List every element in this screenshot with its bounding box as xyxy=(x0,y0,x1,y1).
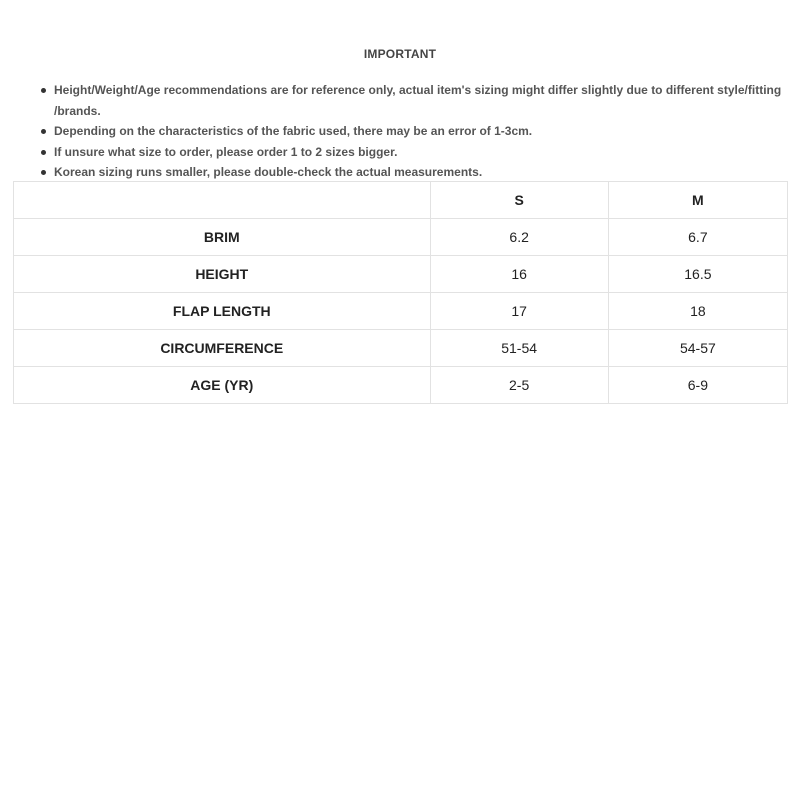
bullet-icon xyxy=(41,150,46,155)
row-label-circumference: CIRCUMFERENCE xyxy=(14,330,431,367)
notice-title: IMPORTANT xyxy=(363,47,437,61)
table-row xyxy=(14,219,788,256)
bullet-icon xyxy=(41,129,46,134)
notice-item-text: Height/Weight/Age recommendations are for reference only, actual item's sizing might differ slightly due to different style/fitting /brands. xyxy=(54,83,782,118)
table-row xyxy=(14,293,788,330)
size-column-header-m: M xyxy=(608,182,787,219)
table-cell: 6-9 xyxy=(608,367,787,404)
notice-list xyxy=(38,80,800,183)
row-label-height: HEIGHT xyxy=(14,256,431,293)
notice-item xyxy=(54,80,800,121)
notice-item xyxy=(54,121,800,142)
table-cell: 16 xyxy=(430,256,608,293)
notice-item xyxy=(54,142,800,163)
notice-item-text: If unsure what size to order, please order 1 to 2 sizes bigger. xyxy=(54,144,398,159)
table-cell: 51-54 xyxy=(430,330,608,367)
table-row xyxy=(14,256,788,293)
notice-item-text: Korean sizing runs smaller, please double-check the actual measurements. xyxy=(54,165,483,179)
notice-item xyxy=(54,162,800,183)
row-label-age: AGE (YR) xyxy=(14,367,431,404)
bullet-icon xyxy=(41,170,46,175)
notice-item-text: Depending on the characteristics of the fabric used, there may be an error of 1-3cm. xyxy=(54,124,533,138)
table-cell: 17 xyxy=(430,293,608,330)
table-row xyxy=(14,330,788,367)
table-cell: 6.7 xyxy=(608,219,787,256)
row-label-flap-length: FLAP LENGTH xyxy=(14,293,431,330)
table-header-row xyxy=(14,182,788,219)
table-row xyxy=(14,367,788,404)
size-chart-table xyxy=(13,181,788,404)
size-column-header-s: S xyxy=(430,182,608,219)
table-cell: 18 xyxy=(608,293,787,330)
table-cell: 6.2 xyxy=(430,219,608,256)
row-label-brim: BRIM xyxy=(14,219,431,256)
table-cell: 16.5 xyxy=(608,256,787,293)
table-corner-cell xyxy=(14,182,431,219)
bullet-icon xyxy=(41,88,46,93)
table-cell: 54-57 xyxy=(608,330,787,367)
table-cell: 2-5 xyxy=(430,367,608,404)
